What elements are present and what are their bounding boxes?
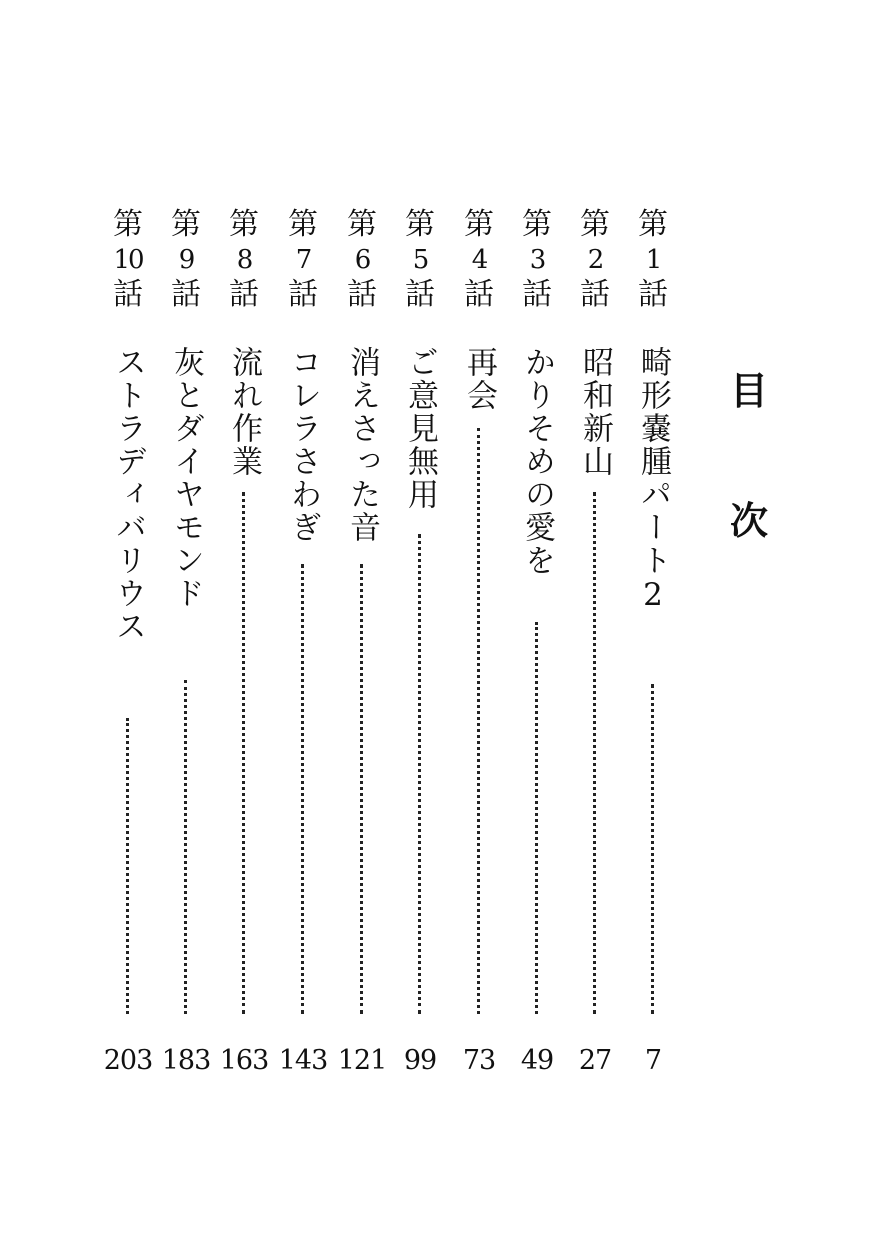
chapter-label bbox=[281, 206, 325, 314]
chapter-title: かりそめの愛を bbox=[519, 346, 555, 577]
chapter-title: 再会 bbox=[461, 346, 497, 412]
chapter-number: 2 bbox=[587, 244, 603, 275]
toc-entry-6[interactable] bbox=[337, 206, 387, 1076]
page-number: 27 bbox=[578, 1045, 612, 1076]
toc-entry-3[interactable] bbox=[515, 206, 559, 1076]
chapter-label bbox=[340, 206, 384, 314]
dot-leader bbox=[535, 622, 538, 1014]
chapter-title: 消えさった音 bbox=[344, 346, 380, 544]
page-number: 163 bbox=[219, 1045, 269, 1076]
toc-entry-2[interactable] bbox=[573, 206, 617, 1076]
page-number: 49 bbox=[520, 1045, 554, 1076]
chapter-suffix: 話 bbox=[464, 277, 494, 312]
chapter-label bbox=[515, 206, 559, 314]
chapter-number: 4 bbox=[471, 244, 487, 275]
dot-leader bbox=[651, 684, 654, 1014]
chapter-number: 6 bbox=[354, 244, 370, 275]
chapter-number: 5 bbox=[412, 244, 428, 275]
dot-leader bbox=[593, 492, 596, 1014]
chapter-number: 3 bbox=[529, 244, 545, 275]
chapter-number: 9 bbox=[178, 244, 194, 275]
chapter-title: 流れ作業 bbox=[226, 346, 262, 478]
page-number: 99 bbox=[403, 1045, 437, 1076]
page-number: 73 bbox=[462, 1045, 496, 1076]
chapter-title: 灰とダイヤモンド bbox=[168, 346, 204, 610]
chapter-label bbox=[164, 206, 208, 314]
chapter-title: 畸形嚢腫パート2 bbox=[635, 346, 671, 615]
toc-entry-4[interactable] bbox=[457, 206, 501, 1076]
chapter-label bbox=[457, 206, 501, 314]
toc-entry-5[interactable] bbox=[398, 206, 442, 1076]
toc-entry-8[interactable] bbox=[219, 206, 269, 1076]
toc-entry-7[interactable] bbox=[278, 206, 328, 1076]
dot-leader bbox=[301, 564, 304, 1014]
chapter-suffix: 話 bbox=[638, 277, 668, 312]
chapter-suffix: 話 bbox=[580, 277, 610, 312]
chapter-suffix: 話 bbox=[405, 277, 435, 312]
chapter-label bbox=[573, 206, 617, 314]
chapter-number: 7 bbox=[295, 244, 311, 275]
chapter-prefix: 第 bbox=[522, 207, 552, 242]
chapter-label bbox=[398, 206, 442, 314]
chapter-prefix: 第 bbox=[347, 207, 377, 242]
title-char-1: 目 bbox=[729, 369, 768, 413]
chapter-prefix: 第 bbox=[405, 207, 435, 242]
chapter-title: ご意見無用 bbox=[402, 346, 438, 511]
page-number: 183 bbox=[161, 1045, 211, 1076]
chapter-prefix: 第 bbox=[288, 207, 318, 242]
chapter-suffix: 話 bbox=[347, 277, 377, 312]
chapter-suffix: 話 bbox=[229, 277, 259, 312]
chapter-prefix: 第 bbox=[229, 207, 259, 242]
dot-leader bbox=[242, 492, 245, 1014]
page-number: 143 bbox=[278, 1045, 328, 1076]
chapter-label bbox=[222, 206, 266, 314]
page-number: 121 bbox=[337, 1045, 387, 1076]
chapter-number: 8 bbox=[236, 244, 252, 275]
toc-entry-9[interactable] bbox=[161, 206, 211, 1076]
dot-leader bbox=[184, 680, 187, 1014]
chapter-number: 1 bbox=[645, 244, 661, 275]
chapter-title: ストラディバリウス bbox=[110, 346, 146, 643]
chapter-number: 10 bbox=[113, 244, 143, 275]
chapter-label bbox=[106, 206, 150, 314]
chapter-suffix: 話 bbox=[171, 277, 201, 312]
dot-leader bbox=[126, 718, 129, 1014]
dot-leader bbox=[360, 564, 363, 1014]
chapter-prefix: 第 bbox=[580, 207, 610, 242]
chapter-title: コレラさわぎ bbox=[285, 346, 321, 544]
chapter-suffix: 話 bbox=[288, 277, 318, 312]
chapter-prefix: 第 bbox=[113, 207, 143, 242]
chapter-suffix: 話 bbox=[113, 277, 143, 312]
title-char-2: 次 bbox=[729, 499, 768, 543]
chapter-label bbox=[631, 206, 675, 314]
chapter-prefix: 第 bbox=[638, 207, 668, 242]
page-number: 7 bbox=[644, 1045, 662, 1076]
chapter-prefix: 第 bbox=[464, 207, 494, 242]
dot-leader bbox=[477, 428, 480, 1014]
chapter-suffix: 話 bbox=[522, 277, 552, 312]
page-title bbox=[723, 369, 775, 543]
toc-entry-1[interactable] bbox=[631, 206, 675, 1076]
page-number: 203 bbox=[103, 1045, 153, 1076]
chapter-title: 昭和新山 bbox=[577, 346, 613, 478]
toc-entry-10[interactable] bbox=[103, 206, 153, 1076]
dot-leader bbox=[418, 534, 421, 1014]
chapter-prefix: 第 bbox=[171, 207, 201, 242]
